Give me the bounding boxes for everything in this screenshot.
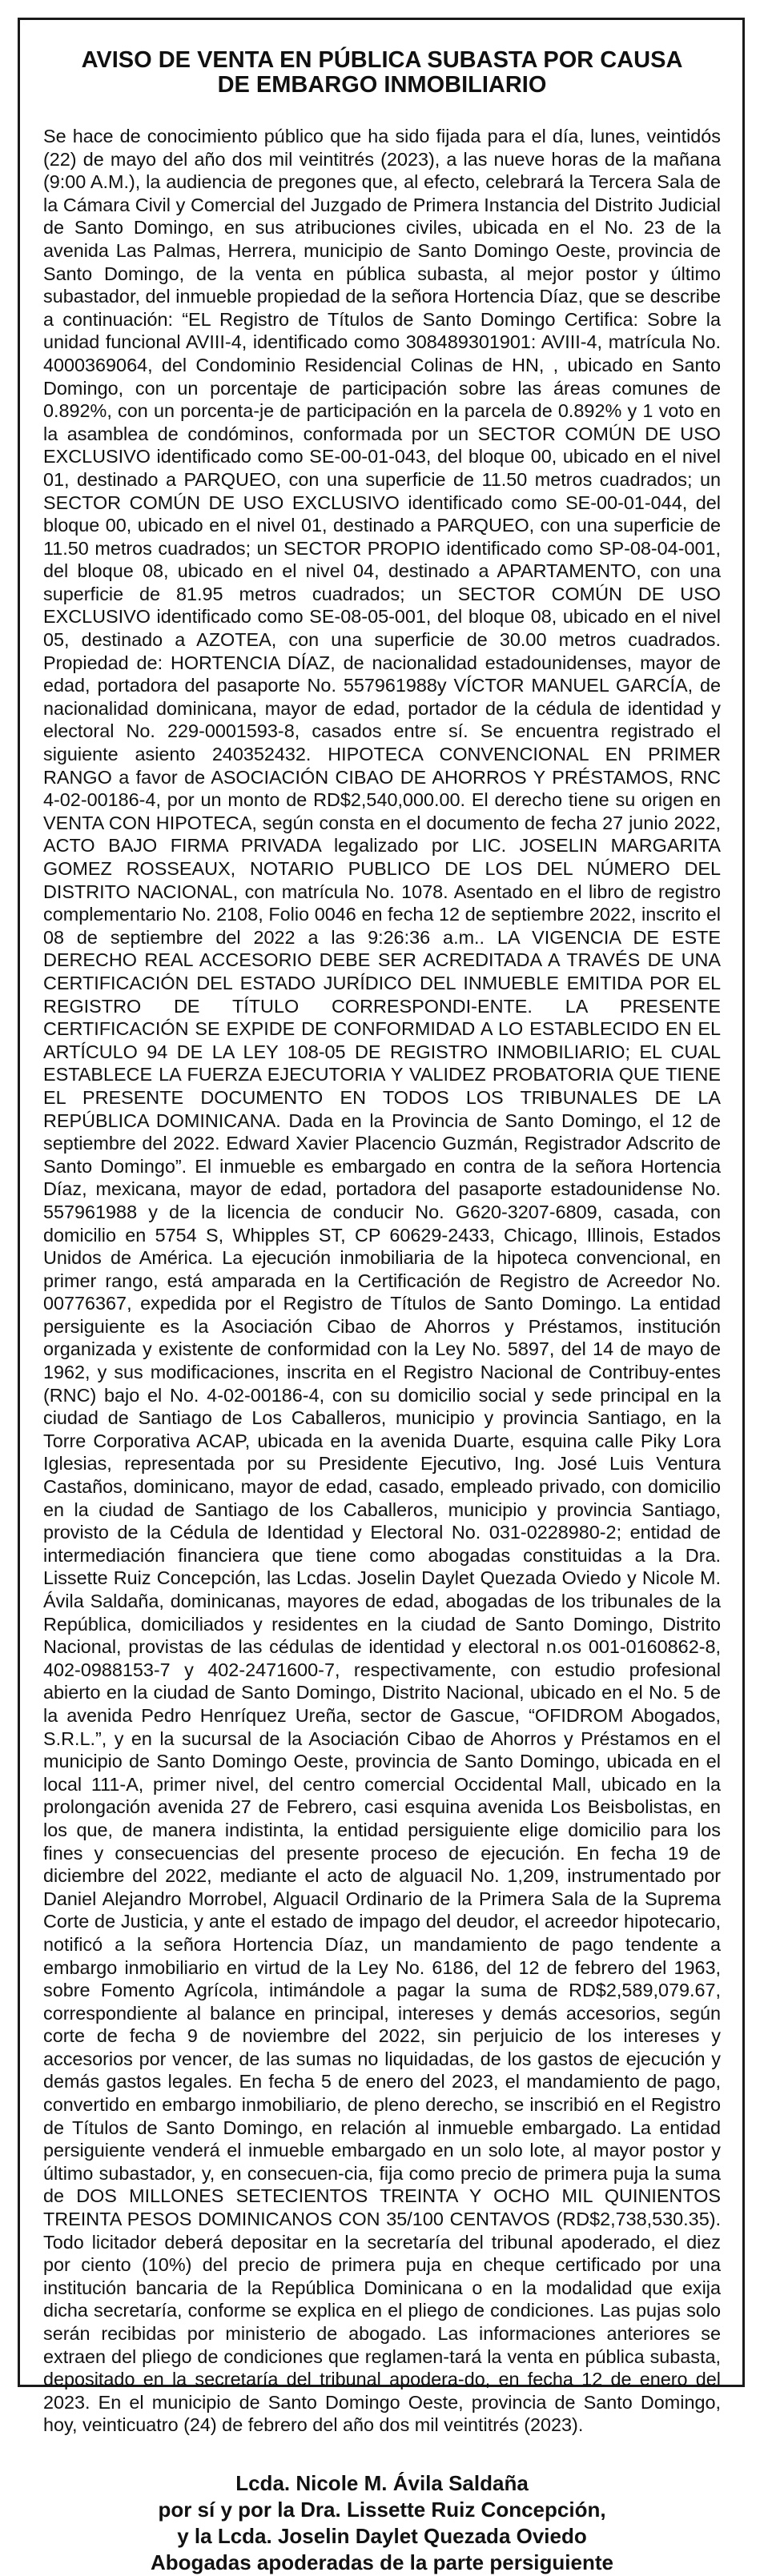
notice-title-line-1: AVISO DE VENTA EN PÚBLICA SUBASTA POR CAUSA [81,47,683,73]
notice-content [43,48,721,2576]
signature-line-1: Lcda. Nicole M. Ávila Saldaña [235,2470,529,2495]
signature-line-4: Abogadas apoderadas de la parte persiguiente [151,2550,613,2574]
notice-body: Se hace de conocimiento público que ha sido fijada para el día, lunes, veintidós (22) de mayo del año dos mil veintitrés (2023), a las nueve horas de la mañana (9:00 A.M.), la audiencia de pregones que, al efecto, celebrará la Tercera Sala de la Cámara Civil y Comercial del Juzgado de Primera Instancia del Distrito Judicial de Santo Domingo, en sus atribuciones civiles, ubicada en el No. 23 de la avenida Las Palmas, Herrera, municipio de Santo Domingo Oeste, provincia de Santo Domingo, de la venta en pública subasta, al mejor postor y último subastador, del inmueble propiedad de la señora Hortencia Díaz, que se describe a continuación: “EL Registro de Títulos de Santo Domingo Certifica: Sobre la unidad funcional AVIII-4, identificado como 308489301901: AVIII-4, matrícula No. 4000369064, del Condominio Residencial Colinas de HN, , ubicado en Santo Domingo, con un porcentaje de participación sobre las áreas comunes de 0.892%, con un porcenta-je de participación en la parcela de 0.892% y 1 voto en la asamblea de condóminos, conformada por un SECTOR COMÚN DE USO EXCLUSIVO identificado como SE-00-01-043, del bloque 00, ubicado en el nivel 01, destinado a PARQUEO, con una superficie de 11.50 metros cuadrados; un SECTOR COMÚN DE USO EXCLUSIVO identificado como SE-00-01-044, del bloque 00, ubicado en el nivel 01, destinado a PARQUEO, con una superficie de 11.50 metros cuadrados; un SECTOR PROPIO identificado como SP-08-04-001, del bloque 08, ubicado en el nivel 04, destinado a APARTAMENTO, con una superficie de 81.95 metros cuadrados; un SECTOR COMÚN DE USO EXCLUSIVO identificado como SE-08-05-001, del bloque 08, ubicado en el nivel 05, destinado a AZOTEA, con una superficie de 30.00 metros cuadrados. Propiedad de: HORTENCIA DÍAZ, de nacionalidad estadounidenses, mayor de edad, portadora del pasaporte No. 557961988y VÍCTOR MANUEL GARCÍA, de nacionalidad dominicana, mayor de edad, portador de la cédula de identidad y electoral No. 229-0001593-8, casados entre sí. Se encuentra registrado el siguiente asiento 240352432. HIPOTECA CONVENCIONAL EN PRIMER RANGO a favor de ASOCIACIÓN CIBAO DE AHORROS Y PRÉSTAMOS, RNC 4-02-00186-4, por un monto de RD$2,540,000.00. El derecho tiene su origen en VENTA CON HIPOTECA, según consta en el documento de fecha 27 junio 2022, ACTO BAJO FIRMA PRIVADA legalizado por LIC. JOSELIN MARGARITA GOMEZ ROSSEAUX, NOTARIO PUBLICO DE LOS DEL NÚMERO DEL DISTRITO NACIONAL, con matrícula No. 1078. Asentado en el libro de registro complementario No. 2108, Folio 0046 en fecha 12 de septiembre 2022, inscrito el 08 de septiembre del 2022 a las 9:26:36 a.m.. LA VIGENCIA DE ESTE DERECHO REAL ACCESORIO DEBE SER ACREDITADA A TRAVÉS DE UNA CERTIFICACIÓN DEL ESTADO JURÍDICO DEL INMUEBLE EMITIDA POR EL REGISTRO DE TÍTULO CORRESPONDI-ENTE. LA PRESENTE CERTIFICACIÓN SE EXPIDE DE CONFORMIDAD A LO ESTABLECIDO EN EL ARTÍCULO 94 DE LA LEY 108-05 DE REGISTRO INMOBILIARIO; EL CUAL ESTABLECE LA FUERZA EJECUTORIA Y VALIDEZ PROBATORIA QUE TIENE EL PRESENTE DOCUMENTO EN TODOS LOS TRIBUNALES DE LA REPÚBLICA DOMINICANA. Dada en la Provincia de Santo Domingo, el 12 de septiembre del 2022. Edward Xavier Placencio Guzmán, Registrador Adscrito de Santo Domingo”. El inmueble es embargado en contra de la señora Hortencia Díaz, mexicana, mayor de edad, portadora del pasaporte estadounidense No. 557961988 y de la licencia de conducir No. G620-3207-6809, casada, con domicilio en 5754 S, Whipples ST, CP 60629-2433, Chicago, Illinois, Estados Unidos de América. La ejecución inmobiliaria de la hipoteca convencional, en primer rango, está amparada en la Certificación de Registro de Acreedor No. 00776367, expedida por el Registro de Títulos de Santo Domingo. La entidad persiguiente es la Asociación Cibao de Ahorros y Préstamos, institución organizada y existente de conformidad con la Ley No. 5897, del 14 de mayo de 1962, y sus modificaciones, inscrita en el Registro Nacional de Contribuy-entes (RNC) bajo el No. 4-02-00186-4, con su domicilio social y sede principal en la ciudad de Santiago de Los Caballeros, municipio y provincia Santiago, en la Torre Corporativa ACAP, ubicada en la avenida Duarte, esquina calle Piky Lora Iglesias, representada por su Presidente Ejecutivo, Ing. José Luis Ventura Castaños, dominicano, mayor de edad, casado, empleado privado, con domicilio en la ciudad de Santiago de los Caballeros, municipio y provincia Santiago, provisto de la Cédula de Identidad y Electoral No. 031-0228980-2; entidad de intermediación financiera que tiene como abogadas constituidas a la Dra. Lissette Ruiz Concepción, las Lcdas. Joselin Daylet Quezada Oviedo y Nicole M. Ávila Saldaña, dominicanas, mayores de edad, abogadas de los tribunales de la República, domiciliados y residentes en la ciudad de Santo Domingo, Distrito Nacional, provistas de las cédulas de identidad y electoral n.os 001-0160862-8, 402-0988153-7 y 402-2471600-7, respectivamente, con estudio profesional abierto en la ciudad de Santo Domingo, Distrito Nacional, ubicado en el No. 5 de la avenida Pedro Henríquez Ureña, sector de Gascue, “OFIDROM Abogados, S.R.L.”, y en la sucursal de la Asociación Cibao de Ahorros y Préstamos en el municipio de Santo Domingo Oeste, provincia de Santo Domingo, ubicada en el local 111-A, primer nivel, del centro comercial Occidental Mall, ubicado en la prolongación avenida 27 de Febrero, casi esquina avenida Los Beisbolistas, en los que, de manera indistinta, la entidad persiguiente elige domicilio para los fines y consecuencias del presente proceso de ejecución. En fecha 19 de diciembre del 2022, mediante el acto de alguacil No. 1,209, instrumentado por Daniel Alejandro Morrobel, Alguacil Ordinario de la Primera Sala de la Suprema Corte de Justicia, y ante el estado de impago del deudor, el acreedor hipotecario, notificó a la señora Hortencia Díaz, un mandamiento de pago tendente a embargo inmobiliario en virtud de la Ley No. 6186, del 12 de febrero del 1963, sobre Fomento Agrícola, intimándole a pagar la suma de RD$2,589,079.67, correspondiente al balance en principal, intereses y demás accesorios, según corte de fecha 9 de noviembre del 2022, sin perjuicio de los intereses y accesorios por vencer, de las sumas no liquidadas, de los gastos de ejecución y demás gastos legales. En fecha 5 de enero del 2023, el mandamiento de pago, convertido en embargo inmobiliario, de pleno derecho, se inscribió en el Registro de Títulos de Santo Domingo, en relación al inmueble embargado. La entidad persiguiente venderá el inmueble embargado en un solo lote, al mayor postor y último subastador, y, en consecuen-cia, fija como precio de primera puja la suma de DOS MILLONES SETECIENTOS TREINTA Y OCHO MIL QUINIENTOS TREINTA PESOS DOMINICANOS CON 35/100 CENTAVOS (RD$2,738,530.35). Todo licitador deberá depositar en la secretaría del tribunal apoderado, el diez por ciento (10%) del precio de primera puja en cheque certificado por una institución bancaria de la República Dominicana o en la modalidad que exija dicha secretaría, conforme se explica en el pliego de condiciones. Las pujas solo serán recibidas por ministerio de abogado. Las informaciones anteriores se extraen del pliego de condiciones que reglamen-tará la venta en pública subasta, depositado en la secretaría del tribunal apodera-do, en fecha 12 de enero del 2023. En el municipio de Santo Domingo Oeste, provincia de Santo Domingo, hoy, veinticuatro (24) de febrero del año dos mil veintitrés (2023). [43,126,721,2436]
notice-title-line-2: DE EMBARGO INMOBILIARIO [217,72,547,98]
signature-block [43,2470,721,2576]
notice-title [43,48,721,98]
signature-line-2: por sí y por la Dra. Lissette Ruiz Concepción, [158,2497,606,2522]
signature-line-3: y la Lcda. Joselin Daylet Quezada Oviedo [177,2523,587,2548]
